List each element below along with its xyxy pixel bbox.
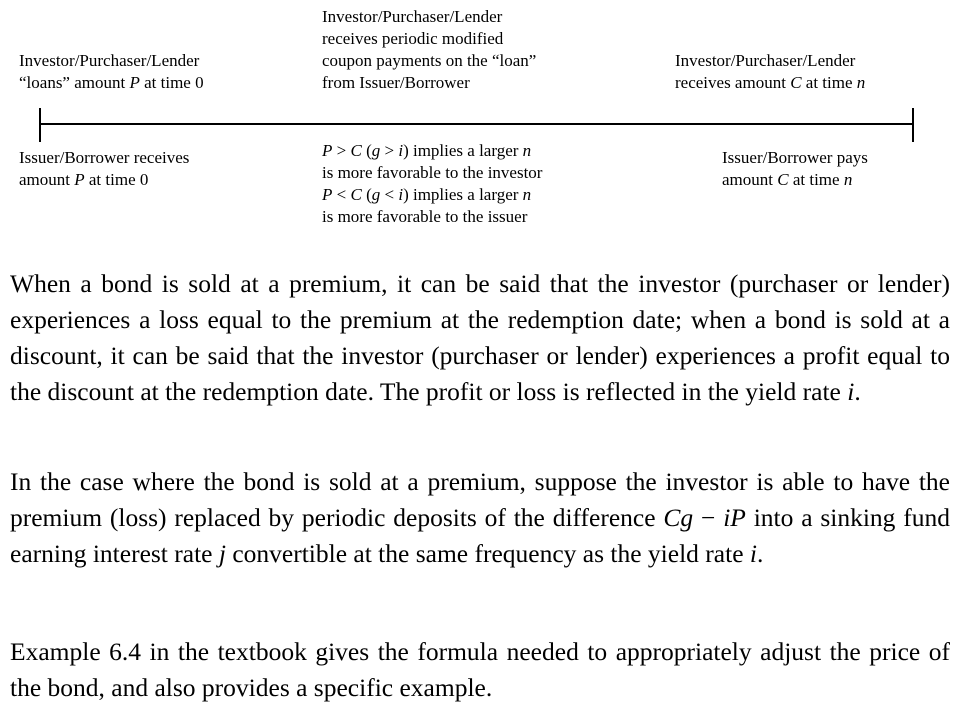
label-investor-receives-redemption: Investor/Purchaser/Lender receives amount C at time n <box>675 51 866 92</box>
paragraph-sinking-fund: In the case where the bond is sold at a premium, suppose the investor is able to have the premium (loss) replaced by periodic deposits of the difference Cg − iP into a sinking fund earning interest rate j convertible at the same frequency as the yield rate i. <box>10 467 950 568</box>
timeline-start-tick <box>39 108 41 142</box>
label-issuer-pays: Issuer/Borrower pays amount C at time n <box>722 148 868 189</box>
paragraph-example-reference: Example 6.4 in the textbook gives the formula needed to appropriately adjust the price of the bond, and also provides a specific example. <box>10 637 950 702</box>
label-premium-discount-note: P > C (g > i) implies a larger n is more favorable to the investor P < C (g < i) implies a larger n is more favorable to the issuer <box>322 141 543 226</box>
timeline-axis <box>40 123 914 125</box>
timeline-end-tick <box>912 108 914 142</box>
label-issuer-receives: Issuer/Borrower receives amount P at time 0 <box>19 148 190 189</box>
label-investor-loans: Investor/Purchaser/Lender “loans” amount P at time 0 <box>19 51 204 92</box>
paragraph-premium-discount: When a bond is sold at a premium, it can be said that the investor (purchaser or lender) experiences a loss equal to the premium at the redemption date; when a bond is sold at a discount, it can be said that the investor (purchaser or lender) experiences a profit equal to the discount at the redemption date. The profit or loss is reflected in the yield rate i. <box>10 269 950 406</box>
label-investor-receives-coupons: Investor/Purchaser/Lender receives periodic modified coupon payments on the “loan” from Issuer/Borrower <box>322 7 537 92</box>
